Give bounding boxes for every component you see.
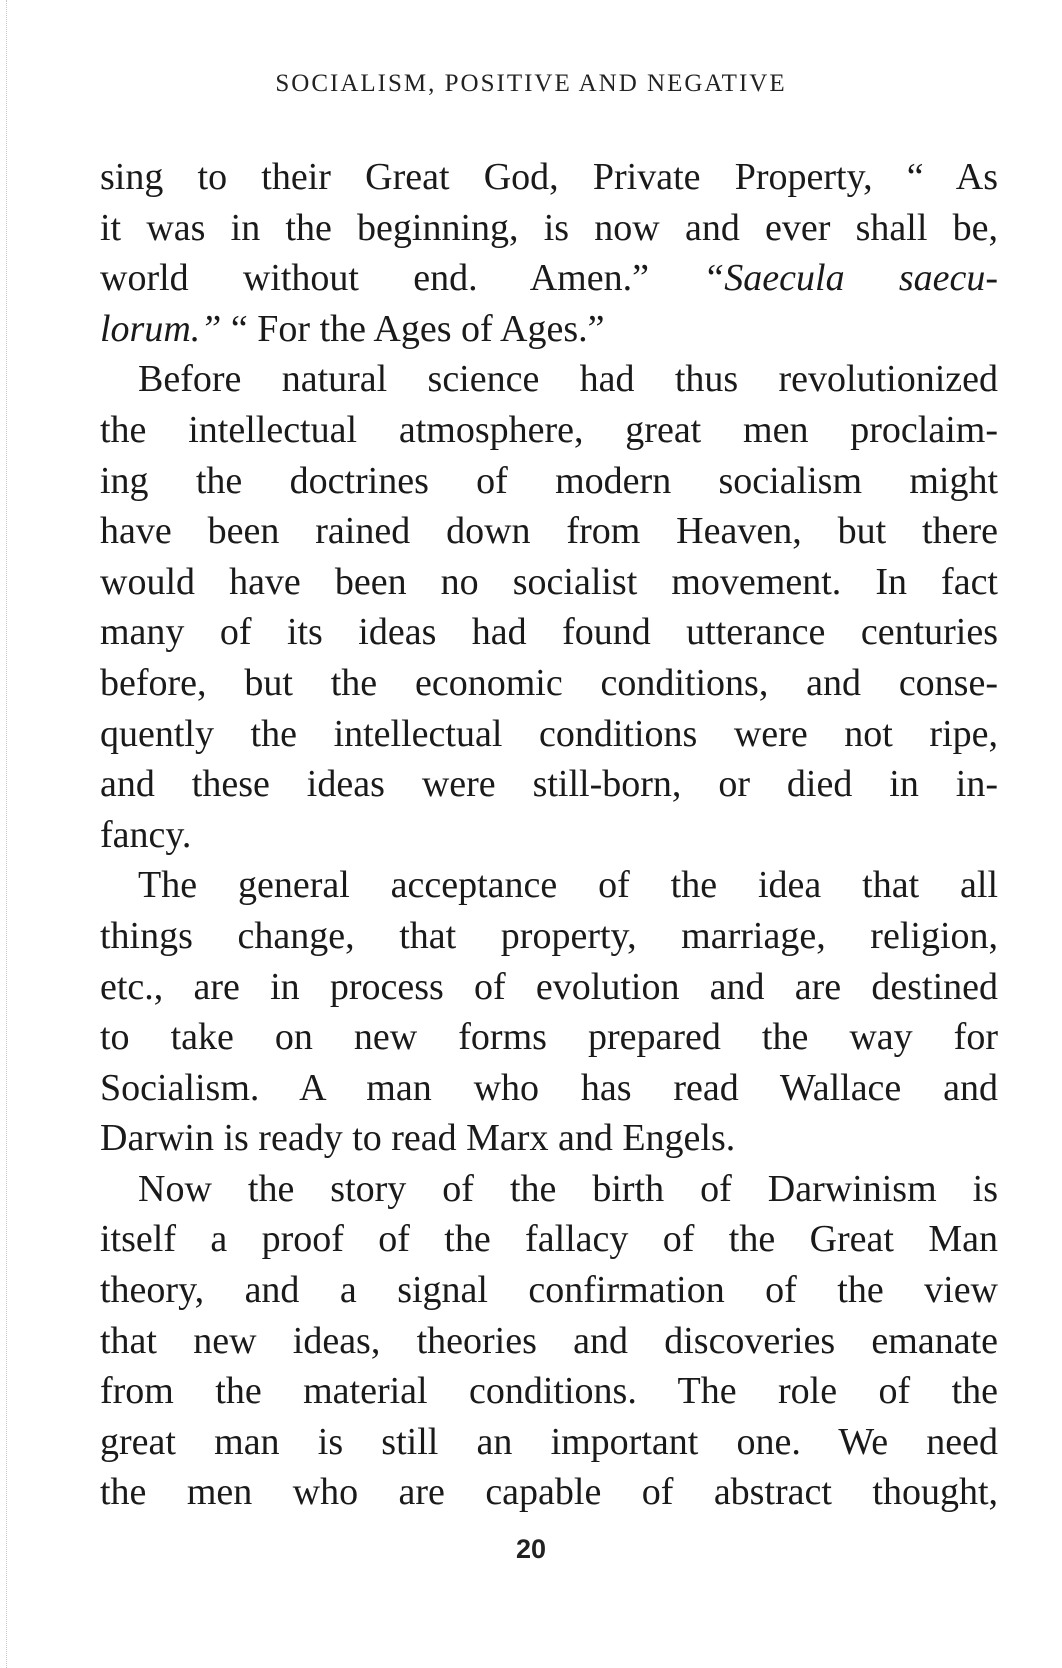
body-text xyxy=(100,152,998,1518)
text-line: many of its ideas had found utterance centuries xyxy=(100,611,998,654)
latin-phrase: “Saecula saecu- xyxy=(703,257,998,300)
text-line: from the material conditions. The role of the xyxy=(100,1370,998,1413)
text-line-part: world without end. Amen.” “Saecula saecu- xyxy=(100,257,998,300)
text-line: etc., are in process of evolution and are destined xyxy=(100,965,998,1008)
text-line: the intellectual atmosphere, great men proclaim- xyxy=(100,408,998,451)
paragraph xyxy=(100,1164,998,1518)
paragraph xyxy=(100,354,998,860)
text-line: it was in the beginning, is now and ever shall be, xyxy=(100,206,998,249)
text-line: ing the doctrines of modern socialism might xyxy=(100,459,998,502)
text-line: Darwin is ready to read Marx and Engels. xyxy=(100,1117,736,1160)
page-edge xyxy=(0,0,7,1668)
paragraph xyxy=(100,860,998,1164)
text-line: the men who are capable of abstract thought, xyxy=(100,1471,998,1514)
text-line: Now the story of the birth of Darwinism is xyxy=(138,1167,998,1210)
text-line: that new ideas, theories and discoveries emanate xyxy=(100,1319,998,1362)
text-line xyxy=(100,253,998,304)
text-line: sing to their Great God, Private Property, “ As xyxy=(100,156,998,198)
text-line: Socialism. A man who has read Wallace and xyxy=(100,1066,998,1109)
text-line: itself a proof of the fallacy of the Great Man xyxy=(100,1218,998,1261)
text-line: Before natural science had thus revolutionized xyxy=(138,358,998,401)
text-line: The general acceptance of the idea that all xyxy=(138,864,998,907)
text-line: quently the intellectual conditions were not ripe, xyxy=(100,712,998,755)
latin-phrase: lorum.” xyxy=(100,307,222,350)
text-line: things change, that property, marriage, religion, xyxy=(100,914,998,957)
text-line: to take on new forms prepared the way for xyxy=(100,1016,998,1059)
text-line: lorum.” “ For the Ages of Ages.” xyxy=(100,307,605,350)
text-line: have been rained down from Heaven, but there xyxy=(100,510,998,553)
text-line: before, but the economic conditions, and conse- xyxy=(100,661,998,704)
running-head: SOCIALISM, POSITIVE AND NEGATIVE xyxy=(275,70,787,97)
text-line: theory, and a signal confirmation of the view xyxy=(100,1269,998,1312)
text-line: and these ideas were still-born, or died in in- xyxy=(100,763,998,806)
text-line: fancy. xyxy=(100,813,192,856)
paragraph xyxy=(100,152,998,354)
page-number: 20 xyxy=(515,1534,547,1564)
text-line: great man is still an important one. We need xyxy=(100,1420,998,1463)
text-line: would have been no socialist movement. In fact xyxy=(100,560,998,603)
